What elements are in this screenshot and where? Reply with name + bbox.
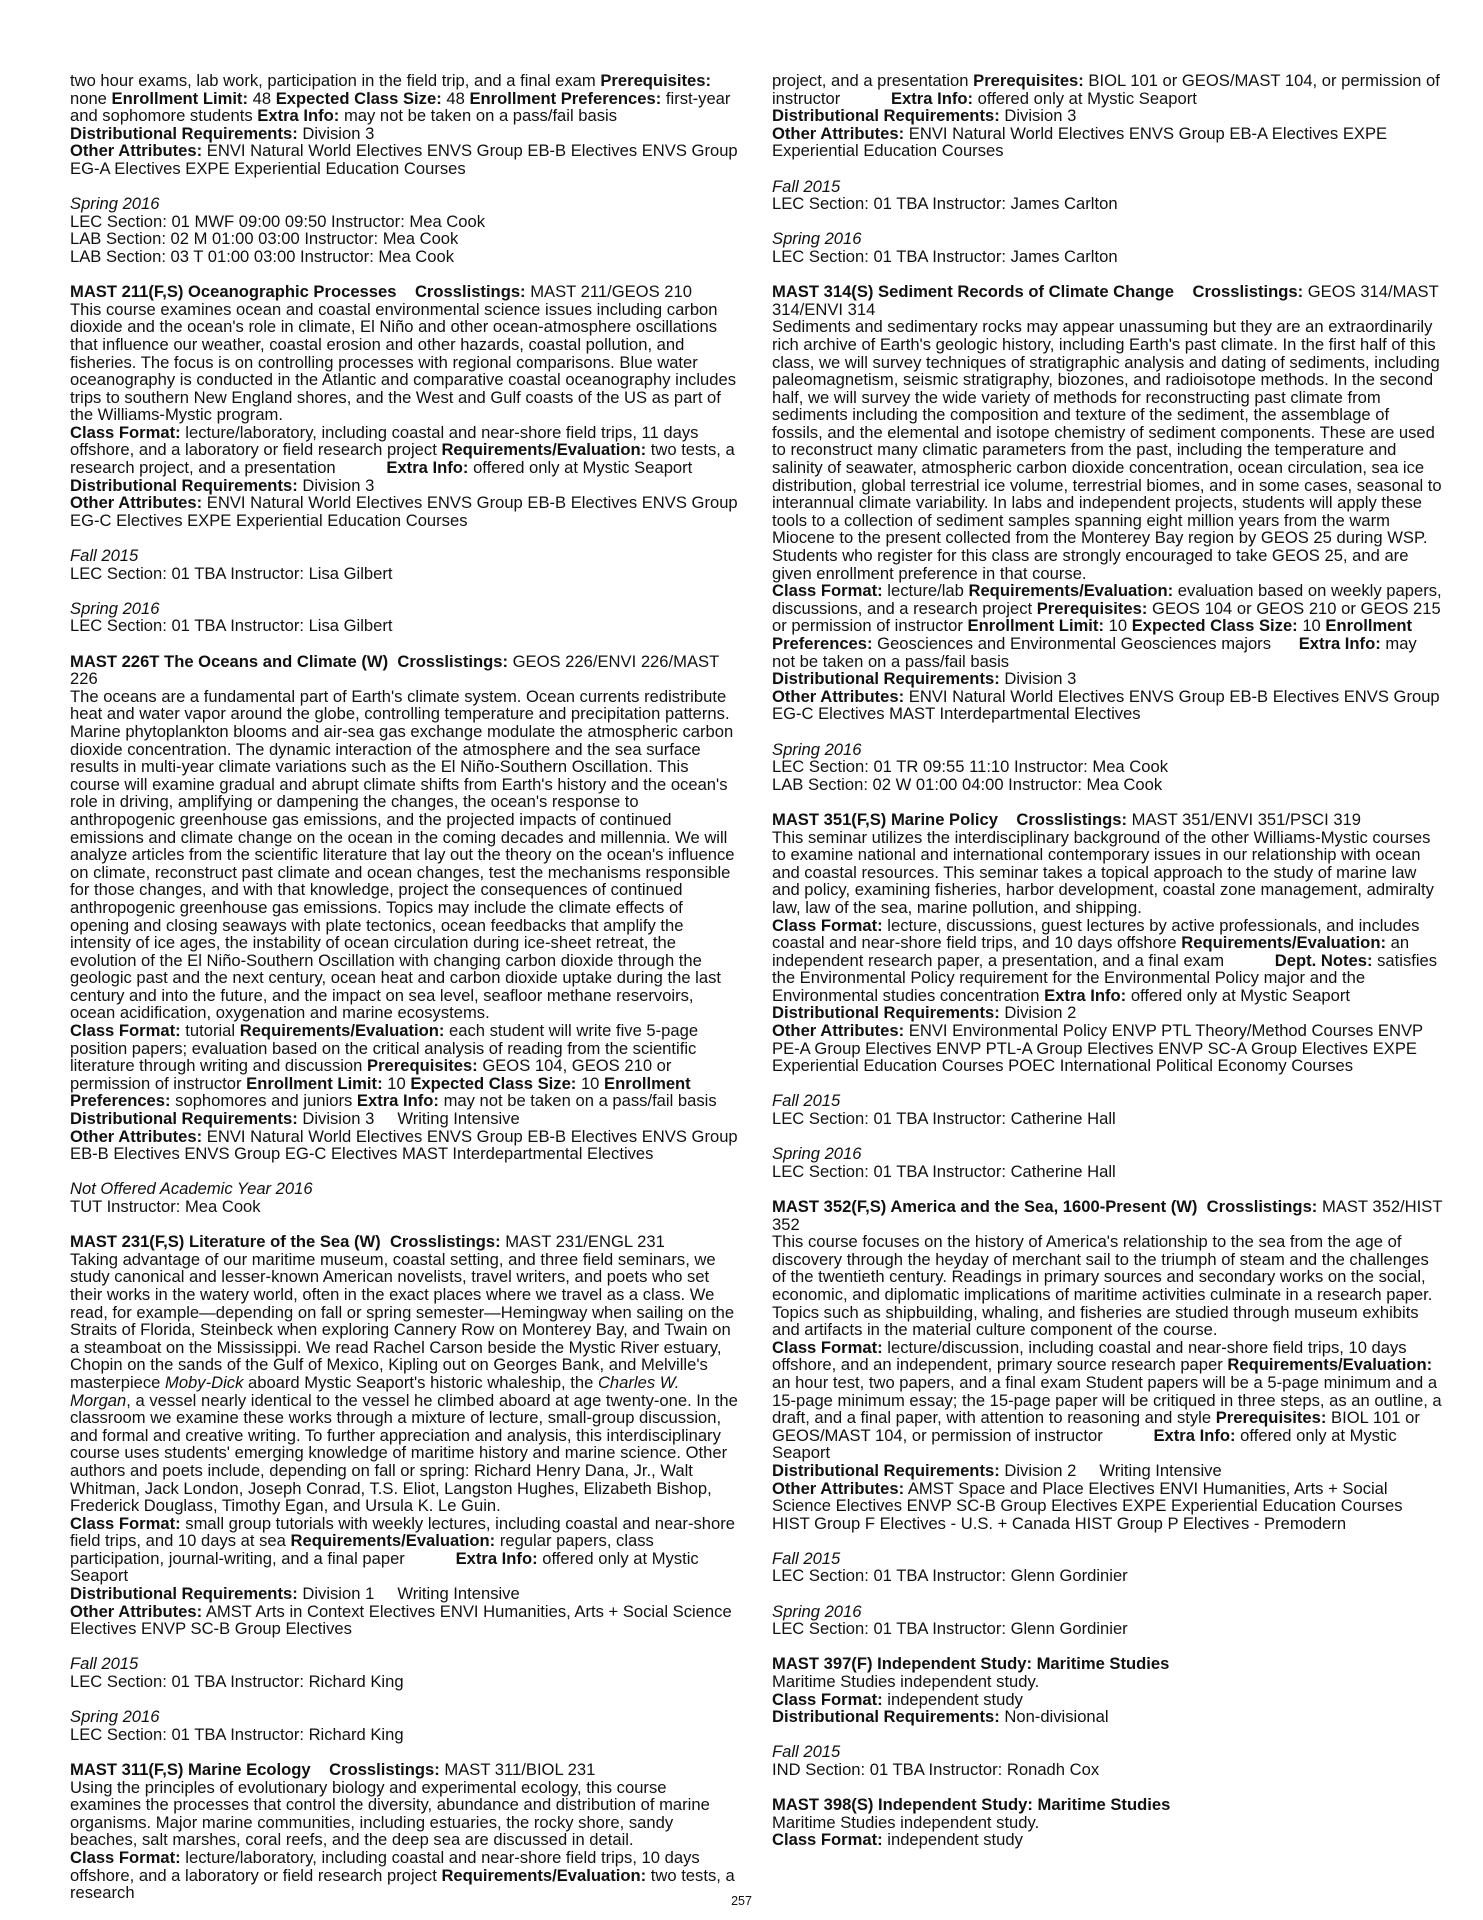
course-description: This seminar utilizes the interdisciplinary background of the other Williams-Mystic courses to examine national and international contemporary issues in our relationship with ocean and coastal resources. This seminar takes a topical approach to the study of marine law and policy, examining fisheries, harbor development, coastal zone management, admiralty law, law of the sea, marine pollution, and shipping.	[772, 827, 1434, 917]
other-attributes: Other Attributes: ENVI Natural World Electives ENVS Group EB-B Electives ENVS Group EB-B Electives ENVS Group EG-C Electives MAST Interdepartmental Electives	[70, 1126, 738, 1164]
course-title-line: MAST 351(F,S) Marine Policy Crosslistings: MAST 351/ENVI 351/PSCI 319	[772, 809, 1362, 829]
crosslistings: MAST 351/ENVI 351/PSCI 319	[1131, 809, 1362, 829]
section-line: LEC Section: 01 TR 09:55 11:10 Instructor: Mea Cook	[772, 757, 1169, 777]
course-details: Class Format: lecture/laboratory, including coastal and near-shore field trips, 10 days offshore, and a laboratory or field research project Requirements/Evaluation: two tests, a research	[70, 1847, 735, 1903]
course-details: Class Format: lecture, discussions, guest lectures by active professionals, and includes coastal and near-shore field trips, and 10 days offshore Requirements/Evaluation: an independent research paper, a presentation, and a final exam Dept. Notes: satisfies the Environmental Policy requirement for the Environmental Policy major and the Environmental studies concentration Extra Info: offered only at Mystic Seaport	[772, 915, 1438, 1005]
course-description: Sediments and sedimentary rocks may appear unassuming but they are an extraordinarily rich archive of Earth's geologic history, including Earth's past climate. In the first half of this class, we will survey techniques of stratigraphic analysis and dating of sediments, including paleomagnetism, seismic stratigraphy, biozones, and radioisotope methods. In the second half, we will survey the wide variety of methods for reconstructing past climate from sediments including the composition and texture of the sediment, the assemblage of fossils, and the elemental and isotope chemistry of sediment components. These are used to reconstruct many climatic parameters from the past, including the temperature and salinity of seawater, atmospheric carbon dioxide concentration, ocean circulation, sea ice distribution, global terrestrial ice volume, terrestrial biomes, and in some cases, seasonal to interannual climate variability. In labs and independent projects, students will apply these tools to a collection of sediment samples spanning eight million years from the warm Miocene to the present collected from the Monterey Bay region by GEOS 25 during WSP. Students who register for this class are strongly encouraged to take GEOS 25, and are given enrollment preference in that course.	[772, 317, 1442, 583]
term-heading: Spring 2016	[772, 1144, 862, 1164]
course-title-line: MAST 226T The Oceans and Climate (W) Crosslistings: GEOS 226/ENVI 226/MAST 226	[70, 651, 719, 689]
page-number: 257	[731, 1894, 752, 1908]
term-heading: Spring 2016	[772, 229, 862, 249]
section-line: LAB Section: 02 M 01:00 03:00 Instructor: Mea Cook	[70, 229, 459, 249]
course-details: Class Format: lecture/laboratory, including coastal and near-shore field trips, 11 days offshore, and a laboratory or field research project Requirements/Evaluation: two tests, a research project, and a presentation Extra Info: offered only at Mystic Seaport	[70, 422, 735, 478]
course-title: MAST 314(S) Sediment Records of Climate Change	[772, 282, 1175, 302]
section-line: LEC Section: 01 MWF 09:00 09:50 Instructor: Mea Cook	[70, 211, 486, 231]
course-title: MAST 398(S) Independent Study: Maritime Studies	[772, 1795, 1171, 1815]
section-line: LEC Section: 01 TBA Instructor: Richard King	[70, 1672, 404, 1692]
term-heading: Spring 2016	[70, 598, 160, 618]
other-attributes: Other Attributes: ENVI Natural World Electives ENVS Group EB-B Electives ENVS Group EG-A Electives EXPE Experiential Education Courses	[70, 141, 738, 178]
course-title-line: MAST 211(F,S) Oceanographic Processes Crosslistings: MAST 211/GEOS 210	[70, 282, 692, 302]
class-format: Class Format: independent study	[772, 1830, 1023, 1850]
dist-requirements: Distributional Requirements: Division 3	[70, 475, 375, 495]
section-line: LEC Section: 01 TBA Instructor: Glenn Gordinier	[772, 1566, 1128, 1586]
course-mast-226t	[70, 653, 742, 1216]
other-attributes: Other Attributes: ENVI Environmental Policy ENVP PTL Theory/Method Courses ENVP PE-A Group Electives ENVP PTL-A Group Electives ENVP SC-A Group Electives EXPE Experiential Education Courses POEC International Political Economy Courses	[772, 1021, 1423, 1076]
section-line: LEC Section: 01 TBA Instructor: Glenn Gordinier	[772, 1619, 1128, 1639]
course-description: Using the principles of evolutionary biology and experimental ecology, this course examines the processes that control the diversity, abundance and distribution of marine organisms. Major marine communities, including estuaries, the rocky shore, sandy beaches, salt marshes, coral reefs, and the deep sea are discussed in detail.	[70, 1777, 710, 1850]
dist-requirements: Distributional Requirements: Division 3	[772, 106, 1077, 126]
course-continuation	[70, 72, 742, 266]
course-mast-351	[772, 811, 1444, 1180]
crosslistings: MAST 211/GEOS 210	[530, 282, 692, 302]
section-line: LEC Section: 01 TBA Instructor: James Carlton	[772, 194, 1118, 214]
course-title-line: MAST 231(F,S) Literature of the Sea (W) Crosslistings: MAST 231/ENGL 231	[70, 1232, 665, 1252]
section-line: TUT Instructor: Mea Cook	[70, 1197, 261, 1216]
course-details: Class Format: tutorial Requirements/Evaluation: each student will write five 5-page position papers; evaluation based on the critical analysis of reading from the scientific literature through writing and discussion Prerequisites: GEOS 104, GEOS 210 or permission of instructor Enrollment Limit: 10 Expected Class Size: 10 Enrollment Preferences: sophomores and juniors Extra Info: may not be taken on a pass/fail basis	[70, 1021, 717, 1111]
section-line: LEC Section: 01 TBA Instructor: Catherine Hall	[772, 1161, 1116, 1181]
term-heading: Fall 2015	[772, 176, 841, 196]
term-heading: Spring 2016	[70, 1707, 160, 1727]
course-title: MAST 352(F,S) America and the Sea, 1600-Present (W)	[772, 1197, 1198, 1216]
course-mast-352	[772, 1198, 1444, 1638]
section-line: LAB Section: 02 W 01:00 04:00 Instructor: Mea Cook	[772, 774, 1163, 794]
section-line: LEC Section: 01 TBA Instructor: Lisa Gilbert	[70, 563, 393, 583]
term-heading: Spring 2016	[70, 194, 160, 214]
term-heading: Fall 2015	[70, 1654, 139, 1674]
course-mast-398	[772, 1796, 1444, 1849]
course-title-line: MAST 314(S) Sediment Records of Climate Change Crosslistings: GEOS 314/MAST 314/ENVI 314	[772, 282, 1439, 319]
term-heading: Spring 2016	[772, 1601, 862, 1621]
crosslistings: MAST 311/BIOL 231	[444, 1760, 596, 1779]
section-line: IND Section: 01 TBA Instructor: Ronadh Cox	[772, 1760, 1100, 1779]
dist-requirements: Distributional Requirements: Division 3	[772, 669, 1077, 689]
course-mast-314	[772, 283, 1444, 793]
course-title-line: MAST 352(F,S) America and the Sea, 1600-Present (W) Crosslistings: MAST 352/HIST 352	[772, 1197, 1443, 1234]
section-line: LEC Section: 01 TBA Instructor: James Carlton	[772, 246, 1118, 266]
crosslistings: GEOS 314/MAST 314/ENVI 314	[772, 282, 1439, 319]
course-details: Class Format: lecture/discussion, including coastal and near-shore field trips, 10 days offshore, and an independent, primary source research paper Requirements/Evaluation: an hour test, two papers, and a final exam Student papers will be a 5-page minimum and a 15-page minimum essay; the 15-page paper will be critiqued in three steps, as an outline, a draft, and a final paper, with attention to reasoning and style Prerequisites: BIOL 101 or GEOS/MAST 104, or permission of instructor Extra Info: offered only at Mystic Seaport	[772, 1337, 1442, 1463]
other-attributes: Other Attributes: AMST Arts in Context Electives ENVI Humanities, Arts + Social Science Electives ENVP SC-B Group Electives	[70, 1601, 732, 1639]
crosslistings: MAST 352/HIST 352	[772, 1197, 1443, 1234]
section-line: LAB Section: 03 T 01:00 03:00 Instructor: Mea Cook	[70, 246, 455, 266]
dist-requirements: Distributional Requirements: Division 3	[70, 123, 375, 143]
section-line: LEC Section: 01 TBA Instructor: Lisa Gilbert	[70, 616, 393, 636]
course-continuation	[772, 72, 1444, 266]
course-details: Class Format: small group tutorials with weekly lectures, including coastal and near-shore field trips, and 10 days at sea Requirements/Evaluation: regular papers, class participation, journal-writing, and a final paper Extra Info: offered only at Mystic Seaport	[70, 1513, 735, 1586]
class-format: Class Format: independent study	[772, 1689, 1023, 1709]
course-description: Maritime Studies independent study.	[772, 1672, 1040, 1692]
section-line: LEC Section: 01 TBA Instructor: Catherine Hall	[772, 1109, 1116, 1129]
dist-requirements: Distributional Requirements: Division 2	[772, 1003, 1077, 1023]
course-description: Maritime Studies independent study.	[772, 1812, 1040, 1832]
dist-requirements: Distributional Requirements: Non-divisional	[772, 1707, 1109, 1727]
right-column	[772, 72, 1444, 1849]
crosslistings: MAST 231/ENGL 231	[505, 1232, 665, 1252]
book-title: Moby-Dick	[165, 1372, 244, 1392]
dist-requirements: Distributional Requirements: Division 1 Writing Intensive	[70, 1584, 520, 1604]
course-title: MAST 226T The Oceans and Climate (W)	[70, 651, 389, 671]
course-details: project, and a presentation Prerequisites: BIOL 101 or GEOS/MAST 104, or permission of instructor Extra Info: offered only at Mystic Seaport	[772, 71, 1440, 108]
course-title: MAST 211(F,S) Oceanographic Processes	[70, 282, 397, 302]
course-details: Class Format: lecture/lab Requirements/Evaluation: evaluation based on weekly papers, discussions, and a research project Prerequisites: GEOS 104 or GEOS 210 or GEOS 215 or permission of instructor Enrollment Limit: 10 Expected Class Size: 10 Enrollment Preferences: Geosciences and Environmental Geosciences majors Extra Info: may not be taken on a pass/fail basis	[772, 581, 1442, 671]
course-description: This course focuses on the history of America's relationship to the sea from the age of discovery through the heyday of merchant sail to the triumph of steam and the challenges of the twentieth century. Readings in primary sources and secondary works on the social, economic, and diplomatic implications of maritime activities culminate in a research paper. Topics such as shipbuilding, whaling, and fisheries are studied through museum exhibits and artifacts in the material culture component of the course.	[772, 1232, 1433, 1340]
other-attributes: Other Attributes: ENVI Natural World Electives ENVS Group EB-B Electives ENVS Group EG-C Electives MAST Interdepartmental Electives	[772, 686, 1440, 724]
course-title: MAST 231(F,S) Literature of the Sea (W)	[70, 1232, 381, 1252]
left-column	[70, 72, 742, 1902]
course-mast-231	[70, 1233, 742, 1743]
term-heading: Fall 2015	[772, 1548, 841, 1568]
course-details: two hour exams, lab work, participation in the field trip, and a final exam Prerequisites: none Enrollment Limit: 48 Expected Class Size: 48 Enrollment Preferences: first-year and sophomore students Extra Info: may not be taken on a pass/fail basis	[70, 71, 731, 126]
term-heading: Fall 2015	[772, 1742, 841, 1762]
course-mast-311	[70, 1761, 742, 1902]
term-heading: Fall 2015	[70, 546, 139, 566]
course-description: This course examines ocean and coastal environmental science issues including carbon dioxide and the ocean's role in climate, El Niño and other ocean-atmosphere oscillations that influence our weather, coastal erosion and other hazards, coastal pollution, and fisheries. The focus is on controlling processes with regional comparisons. Blue water oceanography is conducted in the Atlantic and comparative coastal oceanography includes trips to southern New England shores, and the West and Gulf coasts of the US as part of the Williams-Mystic program.	[70, 299, 737, 425]
other-attributes: Other Attributes: ENVI Natural World Electives ENVS Group EB-A Electives EXPE Experiential Education Courses	[772, 123, 1388, 161]
course-description: Taking advantage of our maritime museum, coastal setting, and three field seminars, we study canonical and lesser-known American novelists, travel writers, and poets who set their works in the watery world, often in the exact places where we travel as a class. We read, for example—depending on fall or spring semester—Hemingway when sailing on the Straits of Florida, Steinbeck when exploring Cannery Row on Monterey Bay, and Twain on a steamboat on the Mississippi. We read Rachel Carson beside the Mystic River estuary, Chopin on the sands of the Gulf of Mexico, Kipling out on Georges Bank, and Melville's masterpiece Moby-Dick aboard Mystic Seaport's historic whaleship, the Charles W. Morgan, a vessel nearly identical to the vessel he climbed aboard at age twenty-one. In the classroom we examine these works through a mixture of lecture, small-group discussion, and formal and creative writing. To further appreciation and analysis, this interdisciplinary course uses students' emerging knowledge of maritime history and marine science. Other authors and poets include, depending on fall or spring: Richard Henry Dana, Jr., Walt Whitman, Jack London, Joseph Conrad, T.S. Eliot, Langston Hughes, Elizabeth Bishop, Frederick Douglass, Timothy Egan, and Ursula K. Le Guin.	[70, 1249, 738, 1516]
course-title: MAST 397(F) Independent Study: Maritime Studies	[772, 1654, 1170, 1674]
course-mast-397	[772, 1655, 1444, 1778]
term-heading: Not Offered Academic Year 2016	[70, 1179, 313, 1199]
course-title-line: MAST 311(F,S) Marine Ecology Crosslistings: MAST 311/BIOL 231	[70, 1760, 596, 1779]
section-line: LEC Section: 01 TBA Instructor: Richard King	[70, 1724, 404, 1744]
other-attributes: Other Attributes: ENVI Natural World Electives ENVS Group EB-B Electives ENVS Group EG-C Electives EXPE Experiential Education Courses	[70, 493, 738, 530]
course-title: MAST 351(F,S) Marine Policy	[772, 809, 998, 829]
term-heading: Fall 2015	[772, 1091, 841, 1111]
course-description: The oceans are a fundamental part of Earth's climate system. Ocean currents redistribute heat and water vapor around the globe, controlling temperature and precipitation patterns. Marine phytoplankton blooms and air-sea gas exchange modulate the atmospheric carbon dioxide concentration. The dynamic interaction of the atmosphere and the sea surface results in multi-year climate variations such as the El Niño-Southern Oscillation. This course will examine gradual and abrupt climate shifts from Earth's history and the ocean's role in driving, amplifying or dampening the changes, the ocean's response to anthropogenic greenhouse gas emissions, and the projected impacts of continued emissions and climate change on the ocean in the coming decades and millennia. We will analyze articles from the scientific literature that lay out the theory on the ocean's influence on climate, reconstruct past climate and ocean changes, test the mechanisms responsible for those changes, and with that knowledge, project the consequences of continued anthropogenic greenhouse gas emissions. Topics may include the climate effects of opening and closing seaways with plate tectonics, ocean feedbacks that amplify the intensity of ice ages, the instability of ocean circulation during ice-sheet retreat, the evolution of the El Niño-Southern Oscillation with changing carbon dioxide through the geologic past and the next century, ocean heat and carbon dioxide uptake during the last century and into the future, and the impact on sea level, seafloor methane reservoirs, ocean acidification, oxygenation and marine ecosystems.	[70, 686, 735, 1023]
course-mast-211	[70, 283, 742, 635]
dist-requirements: Distributional Requirements: Division 3 Writing Intensive	[70, 1109, 520, 1129]
course-title: MAST 311(F,S) Marine Ecology	[70, 1760, 311, 1779]
term-heading: Spring 2016	[772, 739, 862, 759]
dist-requirements: Distributional Requirements: Division 2 Writing Intensive	[772, 1460, 1222, 1480]
other-attributes: Other Attributes: AMST Space and Place Electives ENVI Humanities, Arts + Social Science Electives ENVP SC-B Group Electives EXPE Experiential Education Courses HIST Group F Electives - U.S. + Canada HIST Group P Electives - Premodern	[772, 1478, 1403, 1533]
crosslistings: GEOS 226/ENVI 226/MAST 226	[70, 651, 719, 689]
ship-name: Charles W. Morgan	[70, 1372, 680, 1410]
